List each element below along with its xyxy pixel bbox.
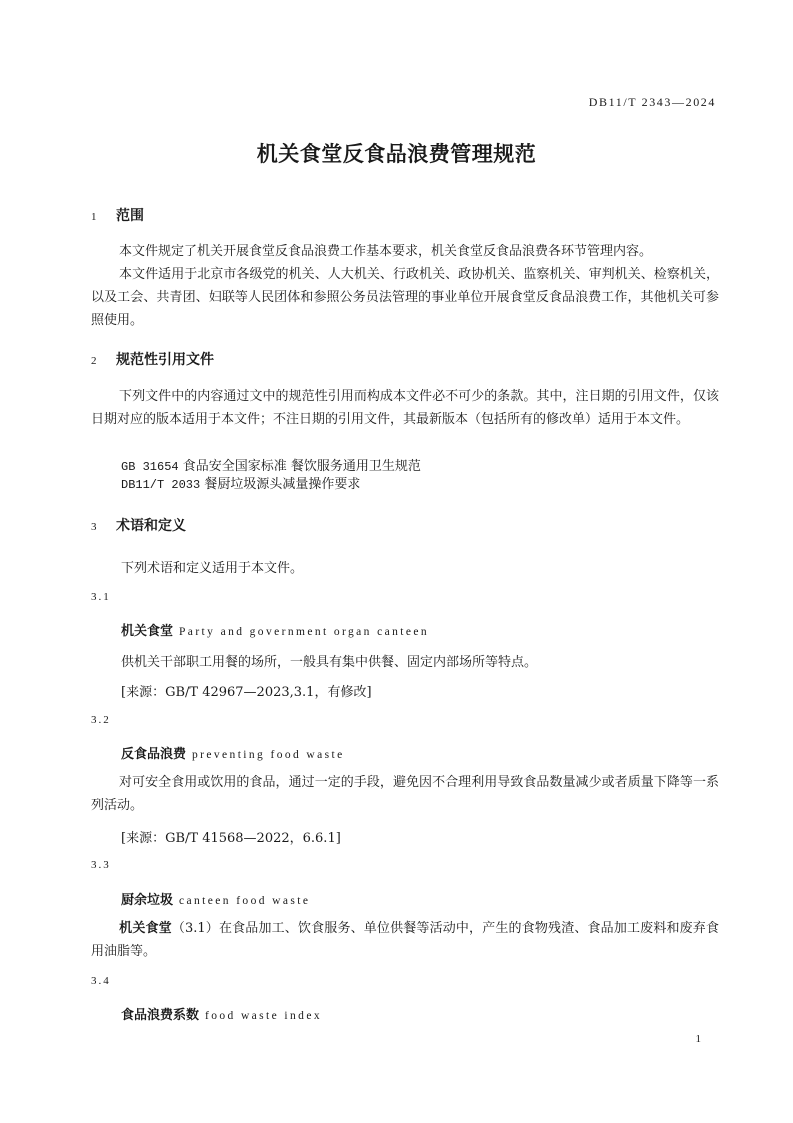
term-english: Party and government organ canteen: [179, 626, 430, 638]
paragraph-text: 对可安全食用或饮用的食品，通过一定的手段，避免因不合理利用导致食品数量减少或者质量下降等一系列活动。: [91, 775, 719, 813]
term-chinese: 反食品浪费: [121, 747, 187, 762]
term-english: food waste index: [205, 1010, 322, 1022]
term-source: [来源：GB/T 41568—2022，6.6.1]: [121, 831, 341, 846]
scope-paragraph-1: [91, 240, 719, 263]
section-title: 范围: [116, 208, 144, 224]
reference-item: [121, 455, 421, 474]
term-definition: [91, 771, 719, 817]
clause-number: 3.1: [91, 591, 111, 603]
term-definition: [91, 917, 719, 963]
section-title: 规范性引用文件: [116, 352, 214, 368]
normative-paragraph: [91, 385, 719, 431]
term-chinese: 机关食堂: [121, 624, 174, 639]
paragraph-text: 本文件规定了机关开展食堂反食品浪费工作基本要求，机关食堂反食品浪费各环节管理内容。: [119, 244, 653, 259]
clause-number: 3.3: [91, 859, 111, 871]
section-heading-normative: [91, 349, 214, 369]
reference-title: 食品安全国家标准 餐饮服务通用卫生规范: [182, 459, 421, 474]
reference-code: GB 31654: [121, 460, 179, 474]
paragraph-text: 下列文件中的内容通过文中的规范性引用而构成本文件必不可少的条款。其中，注日期的引用文件，仅该日期对应的版本适用于本文件；不注日期的引用文件，其最新版本（包括所有的修改单）适用于本文件。: [91, 389, 719, 427]
terms-intro: 下列术语和定义适用于本文件。: [121, 561, 304, 576]
paragraph-text: 本文件适用于北京市各级党的机关、人大机关、行政机关、政协机关、监察机关、审判机关、检察机关，以及工会、共青团、妇联等人民团体和参照公务员法管理的事业单位开展食堂反食品浪费工作，其他机关可参照使用。: [91, 267, 719, 328]
section-number: 1: [91, 211, 97, 223]
term-reference: 机关食堂: [119, 921, 172, 936]
term-source: [来源：GB/T 42967—2023,3.1，有修改]: [121, 685, 372, 700]
term-entry: [121, 743, 345, 762]
term-chinese: 厨余垃圾: [121, 893, 174, 908]
term-chinese: 食品浪费系数: [121, 1008, 200, 1023]
reference-title: 餐厨垃圾源头减量操作要求: [204, 477, 361, 492]
section-heading-scope: [91, 205, 144, 225]
term-reference-clause: （3.1）: [171, 921, 219, 936]
section-number: 2: [91, 355, 97, 367]
term-entry: [121, 620, 429, 639]
term-entry: [121, 1004, 322, 1023]
paragraph-text: 在食品加工、饮食服务、单位供餐等活动中，产生的食物残渣、食品加工废料和废弃食用油脂等。: [91, 921, 719, 959]
reference-item: [121, 473, 360, 492]
term-entry: [121, 889, 310, 908]
section-heading-terms: [91, 515, 186, 535]
document-number: DB11/T 2343—2024: [588, 95, 716, 109]
page-number: 1: [695, 1033, 701, 1045]
document-title: 机关食堂反食品浪费管理规范: [256, 142, 537, 166]
term-english: preventing food waste: [192, 749, 345, 761]
reference-code: DB11/T 2033: [121, 478, 201, 492]
term-english: canteen food waste: [179, 895, 311, 907]
clause-number: 3.4: [91, 975, 111, 987]
scope-paragraph-2: [91, 263, 719, 332]
section-number: 3: [91, 521, 97, 533]
section-title: 术语和定义: [116, 518, 186, 534]
term-definition: 供机关干部职工用餐的场所，一般具有集中供餐、固定内部场所等特点。: [121, 655, 538, 670]
clause-number: 3.2: [91, 714, 111, 726]
